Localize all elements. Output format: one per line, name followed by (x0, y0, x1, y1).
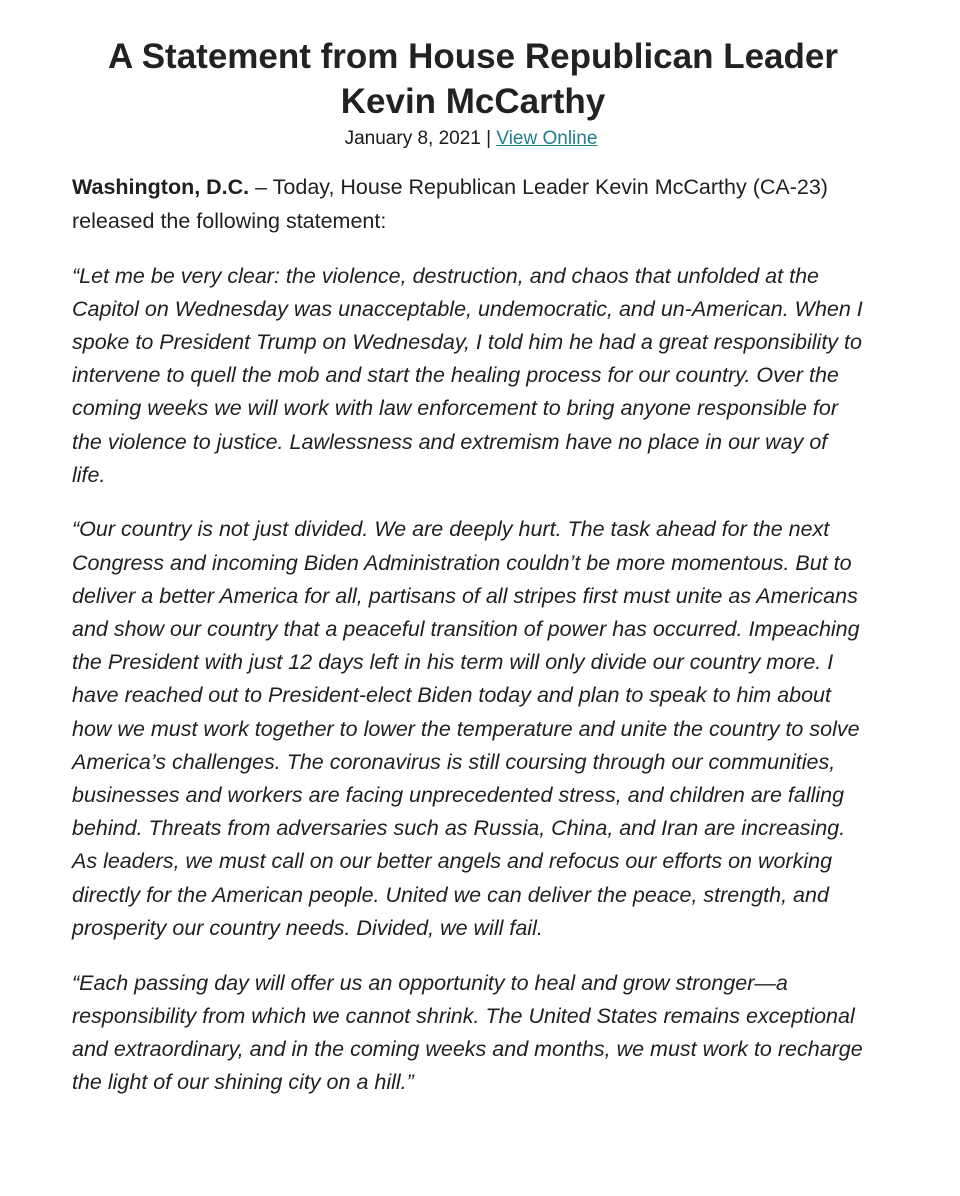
view-online-link[interactable]: View Online (496, 128, 598, 149)
statement-date: January 8, 2021 (344, 128, 481, 149)
meta-separator: | (480, 128, 497, 149)
intro-paragraph (72, 171, 864, 238)
quote-paragraph-3: “Each passing day will offer us an opportunity to heal and grow stronger—a responsibility from which we cannot shrink. The United States remains exceptional and extraordinary, and in the coming weeks and months, we must work to recharge the light of our shining city on a hill.” (72, 970, 863, 1095)
dateline: Washington, D.C. (72, 175, 250, 199)
quote-paragraph-1: “Let me be very clear: the violence, destruction, and chaos that unfolded at the Capitol on Wednesday was unacceptable, undemocratic, and un-American. When I spoke to President Trump on Wednesday, I told him he had a great responsibility to intervene to quell the mob and start the healing process for our country. Over the coming weeks we will work with law enforcement to bring anyone responsible for the violence to justice. Lawlessness and extremism have no place in our way of life. (72, 263, 863, 487)
quote-paragraph-2: “Our country is not just divided. We are deeply hurt. The task ahead for the next Congress and incoming Biden Administration couldn’t be more momentous. But to deliver a better America for all, partisans of all stripes first must unite as Americans and show our country that a peaceful transition of power has occurred. Impeaching the President with just 12 days left in his term will only divide our country more. I have reached out to President-elect Biden today and plan to speak to him about how we must work together to lower the temperature and unite the country to solve America’s challenges. The coronavirus is still coursing through our communities, businesses and workers are facing unprecedented stress, and children are falling behind. Threats from adversaries such as Russia, China, and Iran are increasing. As leaders, we must call on our better angels and refocus our efforts on working directly for the American people. United we can deliver the peace, strength, and prosperity our country needs. Divided, we will fail. (72, 517, 860, 940)
page-title: A Statement from House Republican Leader Kevin McCarthy (108, 37, 838, 121)
meta-line (72, 126, 864, 152)
statement-page (0, 34, 960, 1196)
intro-text: – Today, House Republican Leader Kevin McCarthy (CA-23) released the following statement: (72, 175, 828, 233)
